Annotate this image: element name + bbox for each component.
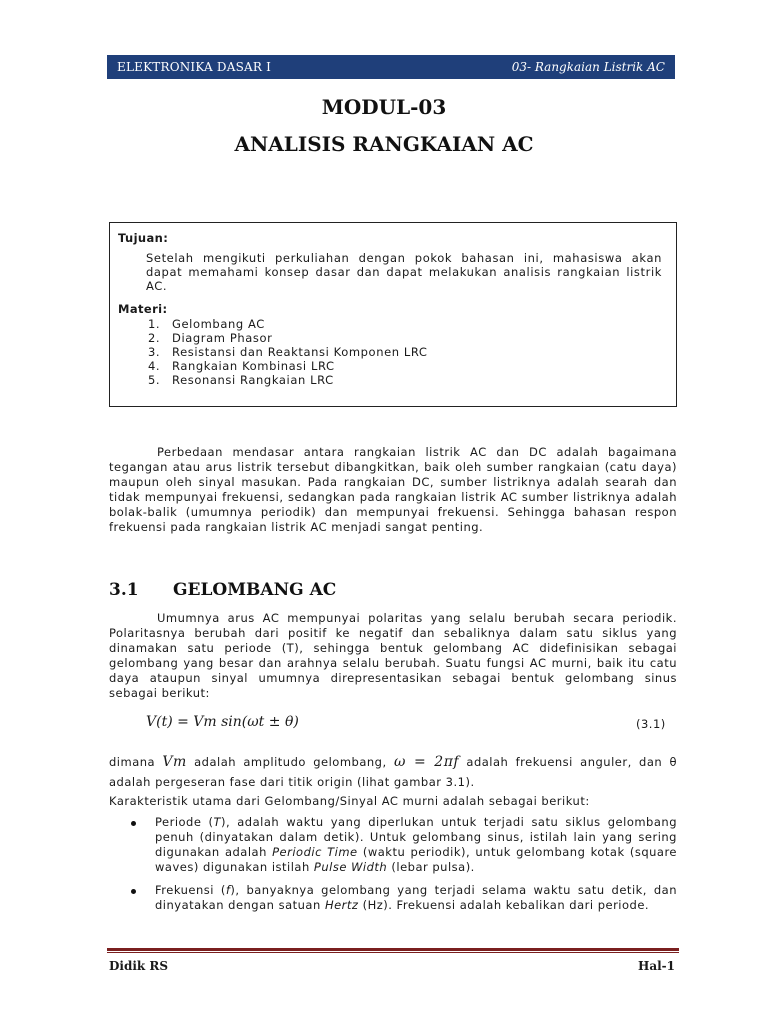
equation-number: (3.1) <box>636 717 666 731</box>
bullet-text: Periode ( <box>155 815 214 829</box>
objectives-box <box>109 222 677 407</box>
bullet-text: Frekuensi ( <box>155 883 226 897</box>
section-number: 3.1 <box>109 580 139 600</box>
module-title: ANALISIS RANGKAIAN AC <box>234 132 534 156</box>
section-heading <box>109 580 336 600</box>
materi-num: 3. <box>148 345 161 359</box>
bullet-symbol: T <box>213 815 222 829</box>
footer-rule <box>107 948 679 951</box>
bullet-term: Periodic Time <box>272 845 358 859</box>
running-header <box>107 55 675 79</box>
section-title: GELOMBANG AC <box>173 580 337 600</box>
list-item <box>127 815 677 875</box>
materi-label: Materi: <box>118 302 168 316</box>
materi-text: Rangkaian Kombinasi LRC <box>172 359 335 373</box>
tujuan-label: Tujuan: <box>118 231 169 245</box>
equation: V(t) = Vm sin(ωt ± θ) <box>146 714 299 730</box>
characteristics-list <box>127 815 677 921</box>
characteristics-intro: Karakteristik utama dari Gelombang/Sinyal AC murni adalah sebagai berikut: <box>109 794 590 808</box>
tujuan-text: Setelah mengikuti perkuliahan dengan pokok bahasan ini, mahasiswa akan dapat memahami konsep dasar dan dapat melakukan analisis rangkaian listrik AC. <box>146 251 662 293</box>
bullet-icon <box>131 889 136 894</box>
intro-paragraph: Perbedaan mendasar antara rangkaian listrik AC dan DC adalah bagaimana tegangan atau arus listrik tersebut dibangkitkan, baik oleh sumber rangkaian (catu daya) maupun oleh sinyal masukan. Pada rangkaian DC, sumber listriknya adalah searah dan tidak mempunyai frekuensi, sedangkan pada rangkaian listrik AC sumber listriknya adalah bolak-balik (umumnya periodik) dan mempunyai frekuensi. Sehingga bahasan respon frekuensi pada rangkaian listrik AC menjadi sangat penting. <box>109 445 677 534</box>
materi-text: Diagram Phasor <box>172 331 273 345</box>
materi-text: Gelombang AC <box>172 317 265 331</box>
equation-explanation <box>109 752 677 792</box>
materi-num: 1. <box>148 317 161 331</box>
vm-symbol: Vm <box>162 754 187 770</box>
explanation-part2: adalah amplitudo gelombang, <box>194 755 387 769</box>
bullet-symbol: f <box>225 883 231 897</box>
materi-item <box>148 317 662 331</box>
list-item <box>127 883 677 913</box>
footer-rule <box>107 952 679 953</box>
materi-item <box>148 345 662 359</box>
section-paragraph: Umumnya arus AC mempunyai polaritas yang selalu berubah secara periodik. Polaritasnya berubah dari positif ke negatif dan sebaliknya dalam satu siklus yang dinamakan satu periode (T), sehingga bentuk gelombang AC didefinisikan sebagai gelombang yang besar dan arahnya selalu berubah. Suatu fungsi AC murni, baik itu catu daya ataupun sinyal umumnya direpresentasikan sebagai bentuk gelombang sinus sebagai berikut: <box>109 611 677 700</box>
materi-item <box>148 373 662 387</box>
module-number: MODUL-03 <box>321 95 447 119</box>
materi-text: Resonansi Rangkaian LRC <box>172 373 334 387</box>
explanation-part1: dimana <box>109 755 156 769</box>
materi-item <box>148 331 662 345</box>
bullet-text: ), banyaknya gelombang yang terjadi selama waktu satu detik, dan dinyatakan dengan satuan <box>155 883 677 912</box>
bullet-text: (waktu periodik), untuk gelombang kotak (square waves) digunakan istilah <box>155 845 678 874</box>
materi-num: 4. <box>148 359 161 373</box>
bullet-text: (lebar pulsa). <box>387 860 475 874</box>
author-name: Didik RS <box>109 959 169 973</box>
materi-list <box>118 317 662 387</box>
bullet-term: Hertz <box>324 898 359 912</box>
materi-item <box>148 359 662 373</box>
materi-num: 2. <box>148 331 161 345</box>
bullet-text: (Hz). Frekuensi adalah kebalikan dari periode. <box>358 898 650 912</box>
page-number: Hal-1 <box>637 959 675 973</box>
chapter-name: 03- Rangkaian Listrik AC <box>511 60 665 74</box>
explanation-part3: adalah frekuensi anguler, dan θ adalah pergeseran fase dari titik origin (lihat gambar 3.1). <box>109 755 678 789</box>
bullet-term: Pulse Width <box>313 860 388 874</box>
omega-formula: ω = 2πf <box>393 754 460 770</box>
bullet-icon <box>131 821 136 826</box>
materi-num: 5. <box>148 373 161 387</box>
materi-text: Resistansi dan Reaktansi Komponen LRC <box>172 345 428 359</box>
course-name: ELEKTRONIKA DASAR I <box>117 60 272 74</box>
bullet-text: ), adalah waktu yang diperlukan untuk terjadi satu siklus gelombang penuh (dinyatakan dalam detik). Untuk gelombang sinus, istilah lain yang sering digunakan adalah <box>155 815 677 859</box>
